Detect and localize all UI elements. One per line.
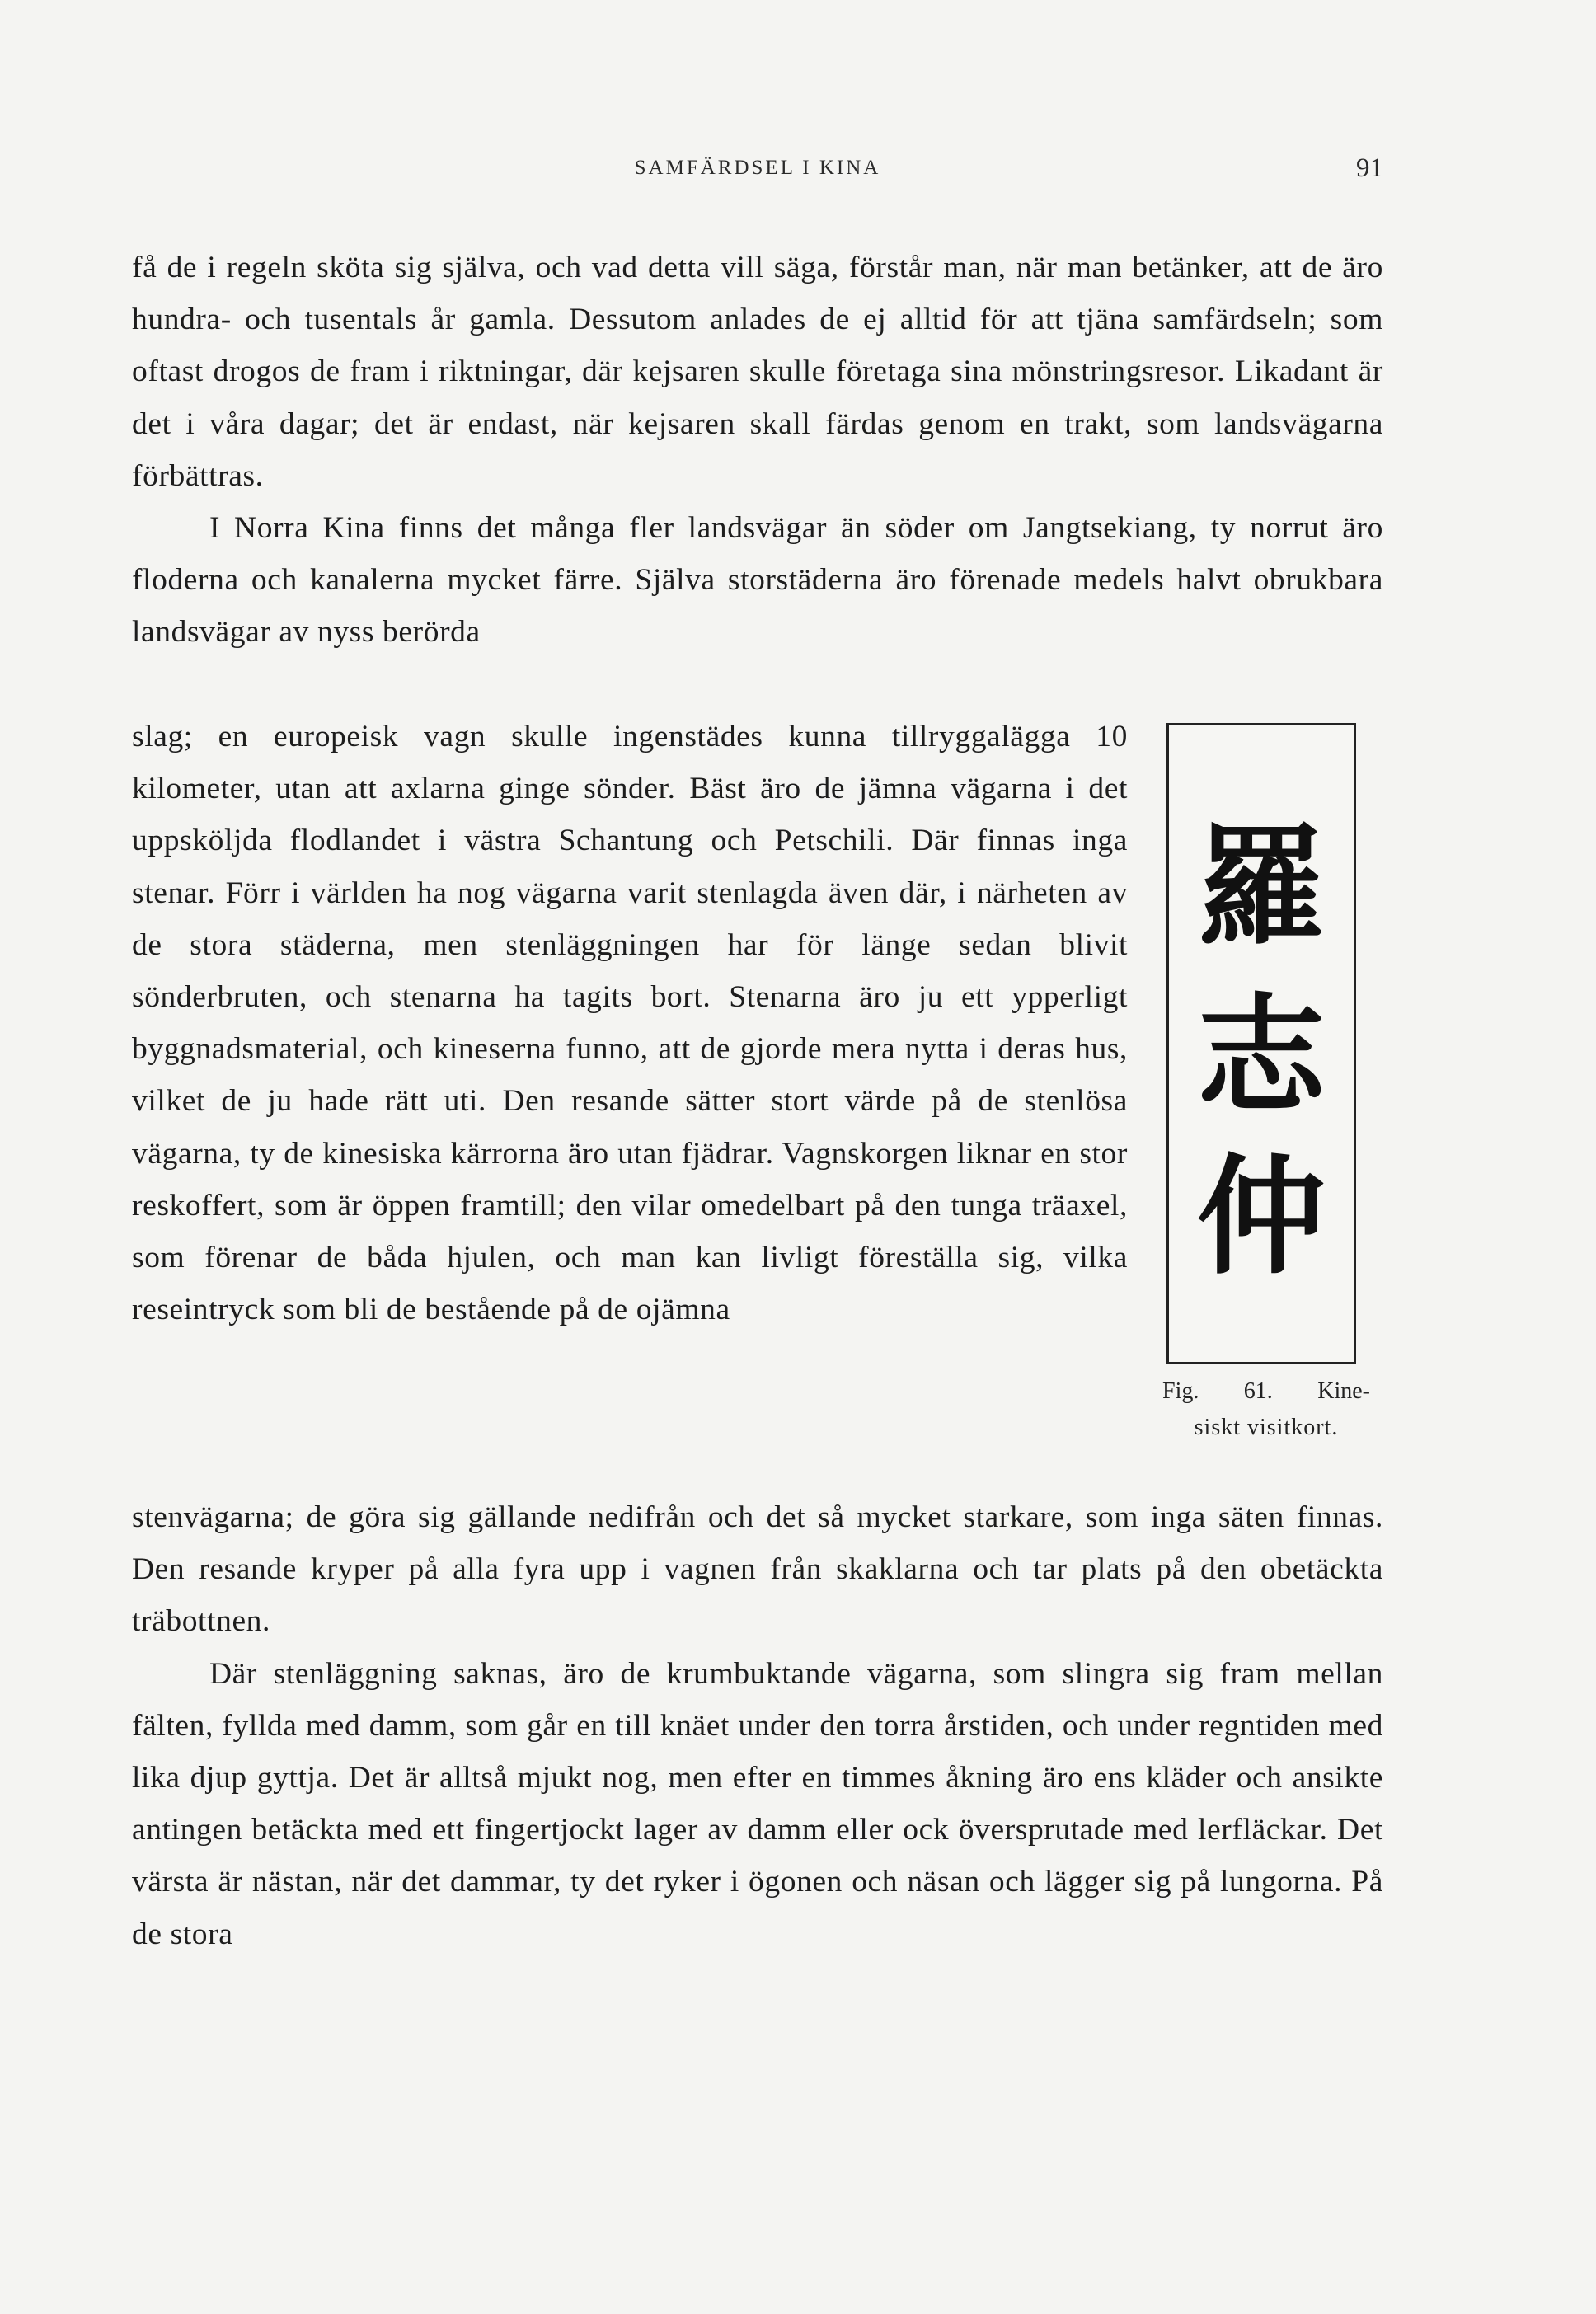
- card-character-3: 仲: [1197, 1142, 1326, 1292]
- paragraph-2-end: stenvägarna; de göra sig gällande nedifrån och det så mycket starkare, som inga säten finnas. Den resande kryper på alla fyra upp i vagnen från skaklarna och tar plats på den obetäckta träbottnen.: [132, 1500, 1383, 1639]
- card-character-2: 志: [1197, 981, 1326, 1131]
- caption-line-2: siskt visitkort.: [1194, 1415, 1339, 1440]
- page-number: 91: [1356, 153, 1383, 183]
- paragraph-2-full-width: I Norra Kina finns det många fler landsvägar än söder om Jangtsekiang, ty norrut äro floderna och kanalerna mycket färre. Själva storstäderna äro förenade medels halvt obrukbara landsvägar av nyss berörda: [132, 511, 1383, 650]
- paragraph-2-narrow-block: [132, 711, 1128, 1335]
- page-header: [132, 153, 1383, 190]
- visiting-card-image: [1169, 725, 1354, 1362]
- paragraph-1: få de i regeln sköta sig själva, och vad detta vill säga, förstår man, när man betänker, att de äro hundra- och tusentals år gamla. Dessutom anlades de ej alltid för att tjäna samfärdseln; som oftast drogos de fram i riktningar, där kejsaren skulle företaga sina mönstringsresor. Likadant är det i våra dagar; det är endast, när kejsaren skall färdas genom en trakt, som landsvägarna förbättras.: [132, 251, 1383, 493]
- card-character-1: 羅: [1197, 812, 1326, 962]
- caption-line-1: Fig. 61. Kine-: [1162, 1378, 1370, 1404]
- paragraph-3-block: [132, 1491, 1383, 1960]
- paragraph-1-block: [132, 242, 1383, 659]
- figure-caption: [1162, 1373, 1370, 1446]
- paragraph-2-narrow-column: slag; en europeisk vagn skulle ingenstädes kunna tillryggalägga 10 kilometer, utan att axlarna ginge sönder. Bäst äro de jämna vägarna i det uppsköljda flodlandet i västra Schantung och Petschili. Där finnas inga stenar. Förr i världen ha nog vägarna varit stenlagda även där, i närheten av de stora städerna, men stenläggningen har för länge sedan blivit sönderbruten, och stenarna ha tagits bort. Stenarna äro ju ett ypperligt byggnadsmaterial, och kineserna funno, att de gjorde mera nytta i deras hus, vilket de ju hade rätt uti. Den resande sätter stort värde på de stenlösa vägarna, ty de kinesiska kärrorna äro utan fjädrar. Vagnskorgen liknar en stor reskoffert, som är öppen framtill; den vilar omedelbart på den tunga träaxel, som förenar de båda hjulen, och man kan livligt föreställa sig, vilka reseintryck som bli de bestående på de ojämna: [132, 720, 1128, 1327]
- visiting-card-figure: [1166, 723, 1356, 1364]
- running-title: SAMFÄRDSEL I KINA: [634, 157, 881, 179]
- paragraph-3: Där stenläggning saknas, äro de krumbuktande vägarna, som slingra sig fram mellan fälten, fyllda med damm, som går en till knäet under den torra årstiden, och under regntiden med lika djup gyttja. Det är alltså mjukt nog, men efter en timmes åkning äro ens kläder och ansikte antingen betäckta med ett fingertjockt lager av damm eller ock översprutade med lerfläckar. Det värsta är nästan, när det dammar, ty det ryker i ögonen och näsan och lägger sig på lungorna. På de stora: [132, 1656, 1383, 1951]
